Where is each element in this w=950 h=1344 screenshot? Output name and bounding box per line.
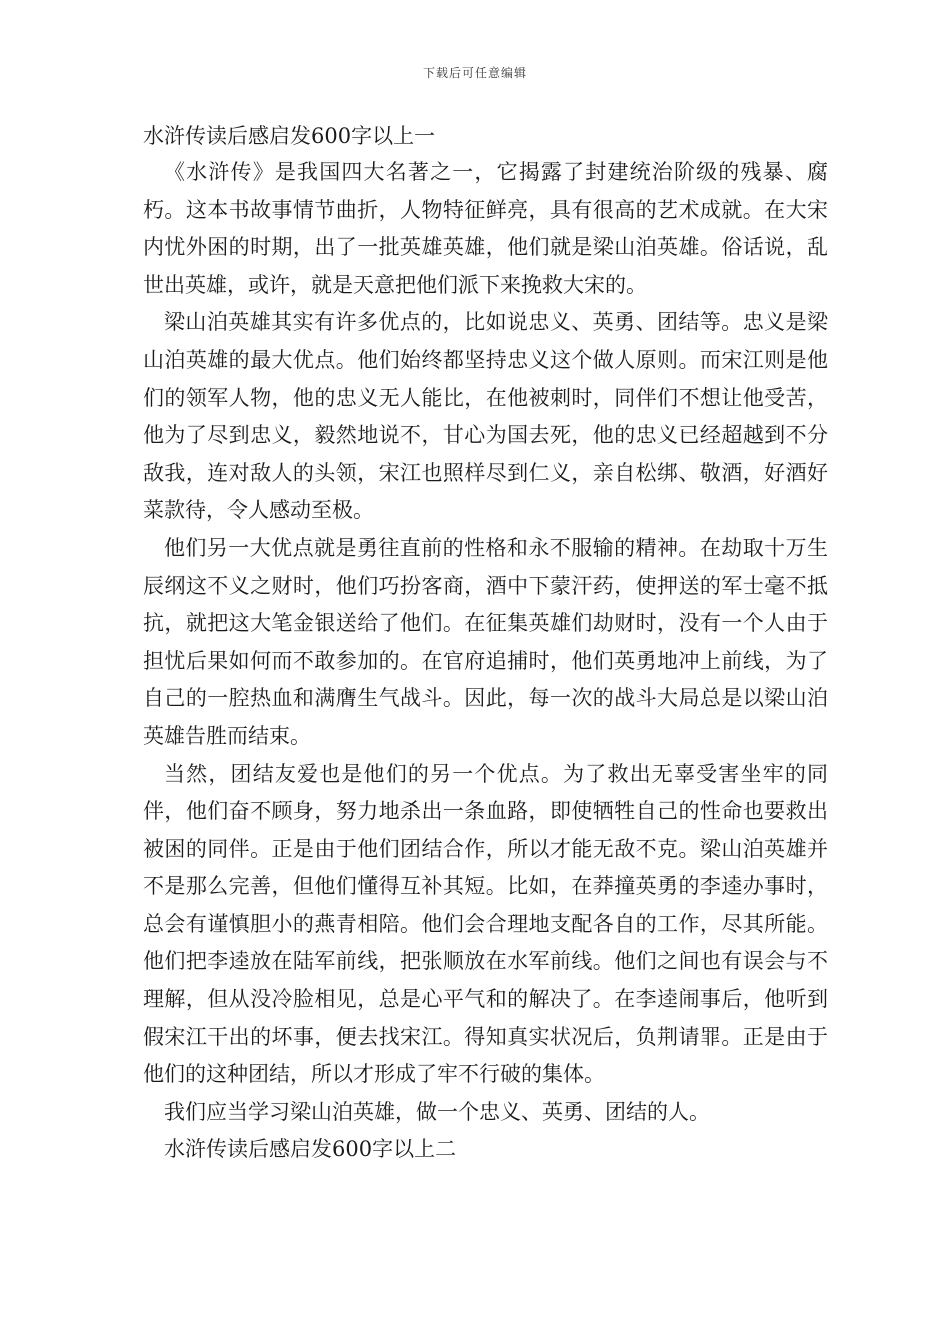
paragraph-intro: 《水浒传》是我国四大名著之一，它揭露了封建统治阶级的残暴、腐朽。这本书故事情节曲折，人物特征鲜亮，具有很高的艺术成就。在大宋内忧外困的时期，出了一批英雄英雄，他们就是梁山泊英雄。俗话说，乱世出英雄，或许，就是天意把他们派下来挽救大宋的。: [143, 160, 828, 297]
paragraph-bravery: 他们另一大优点就是勇往直前的性格和永不服输的精神。在劫取十万生辰纲这不义之财时，他们巧扮客商，酒中下蒙汗药，使押送的军士毫不抵抗，就把这大笔金银送给了他们。在征集英雄们劫财时，没有一个人由于担忧后果如何而不敢参加的。在官府追捕时，他们英勇地冲上前线，为了自己的一腔热血和满膺生气战斗。因此，每一次的战斗大局总是以梁山泊英雄告胜而结束。: [143, 535, 828, 748]
document-title: 水浒传读后感启发600字以上一: [143, 124, 436, 148]
document-body: [143, 118, 828, 1169]
paragraph-loyalty: 梁山泊英雄其实有许多优点的，比如说忠义、英勇、团结等。忠义是梁山泊英雄的最大优点。他们始终都坚持忠义这个做人原则。而宋江则是他们的领军人物，他的忠义无人能比，在他被刺时，同伴们不想让他受苦，他为了尽到忠义，毅然地说不，甘心为国去死，他的忠义已经超越到不分敌我，连对敌人的头领，宋江也照样尽到仁义，亲自松绑、敬酒，好酒好菜款待，令人感动至极。: [143, 310, 828, 523]
paragraph-closing: 我们应当学习梁山泊英雄，做一个忠义、英勇、团结的人。: [164, 1099, 710, 1124]
next-section-title: 水浒传读后感启发600字以上二: [164, 1137, 457, 1162]
paragraph-unity: 当然，团结友爱也是他们的另一个优点。为了救出无辜受害坐牢的同伴，他们奋不顾身，努力地杀出一条血路，即使牺牲自己的性命也要救出被困的同伴。正是由于他们团结合作，所以才能无敌不克。梁山泊英雄并不是那么完善，但他们懂得互补其短。比如，在莽撞英勇的李逵办事时，总会有谨慎胆小的燕青相陪。他们会合理地支配各自的工作，尽其所能。他们把李逵放在陆军前线，把张顺放在水军前线。他们之间也有误会与不理解，但从没冷脸相见，总是心平气和的解决了。在李逵闹事后，他听到假宋江干出的坏事，便去找宋江。得知真实状况后，负荆请罪。正是由于他们的这种团结，所以才形成了牢不行破的集体。: [143, 761, 828, 1087]
header-note: 下载后可任意编辑: [422, 66, 527, 80]
